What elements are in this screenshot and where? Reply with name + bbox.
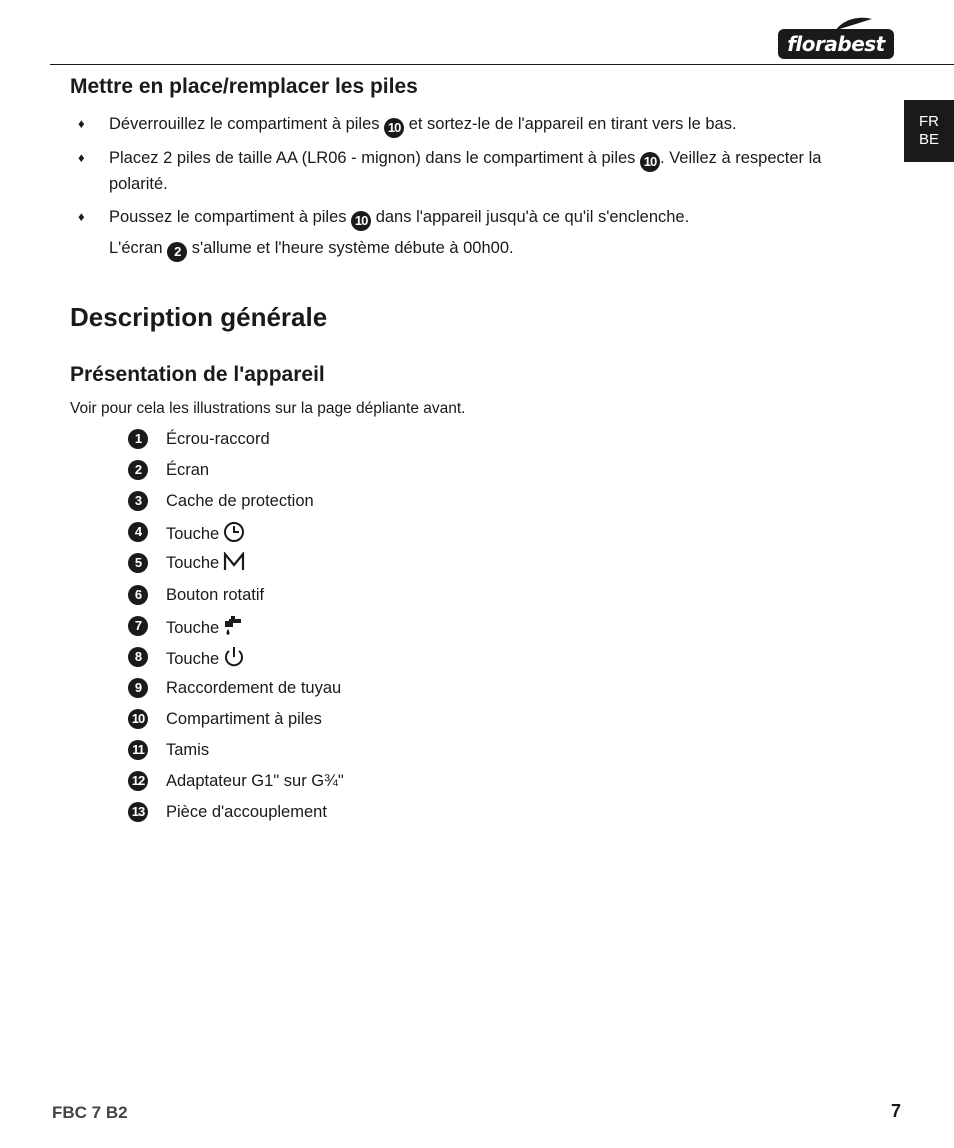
- part-label: [166, 615, 243, 639]
- language-tab: [904, 100, 954, 162]
- part-label-text: Écran: [166, 461, 210, 480]
- battery-step-2: Placez 2 piles de taille AA (LR06 - mignon) dans le compartiment à piles 10 . Veillez à respecter la: [109, 145, 821, 172]
- part-number-badge: 3: [128, 491, 148, 511]
- part-label-text: Tamis: [166, 741, 210, 759]
- part-label: [166, 490, 314, 512]
- battery-step-3: Poussez le compartiment à piles 10 dans l'appareil jusqu'à ce qu'il s'enclenche.: [109, 204, 689, 231]
- part-label-text: Touche: [166, 525, 220, 544]
- lang-fr: FR: [919, 113, 939, 130]
- part-label: [166, 677, 341, 699]
- part-number-badge: 4: [128, 522, 148, 542]
- part-label: [166, 428, 270, 450]
- part-label: [166, 739, 209, 761]
- part-label-text: Touche: [166, 554, 220, 573]
- part-label-text: Bouton rotatif: [166, 585, 265, 604]
- bullet-diamond-icon: ♦: [78, 150, 85, 165]
- part-label-text: Pièce d'accouplement: [166, 803, 327, 822]
- ref-number-badge: 10: [384, 118, 404, 138]
- bullet-diamond-icon: ♦: [78, 116, 85, 131]
- bullet-diamond-icon: ♦: [78, 209, 85, 224]
- part-label-text: Cache de protection: [166, 492, 314, 511]
- part-label: [166, 552, 245, 574]
- part-label-text: Touche: [166, 649, 220, 668]
- power-icon: [219, 650, 245, 668]
- battery-step-1: Déverrouillez le compartiment à piles 10 et sortez-le de l'appareil en tirant vers le bas.: [109, 111, 737, 138]
- logo-text: florabest: [778, 29, 894, 59]
- part-label-text: Adaptateur G1" sur G¾": [166, 772, 344, 791]
- part-label: [166, 459, 209, 481]
- presentation-subtitle: Présentation de l'appareil: [70, 363, 325, 386]
- part-label-text: Touche: [166, 618, 220, 637]
- presentation-intro: Voir pour cela les illustrations sur la page dépliante avant.: [70, 400, 466, 417]
- description-title: Description générale: [70, 302, 328, 332]
- part-number-badge: 7: [128, 616, 148, 636]
- part-label-text: Écrou-raccord: [166, 430, 270, 448]
- part-number-badge: 13: [128, 802, 148, 822]
- part-number-badge: 8: [128, 647, 148, 667]
- part-label: [166, 801, 327, 823]
- faucet-icon: [219, 619, 243, 637]
- header-rule: [50, 64, 954, 65]
- model-number: FBC 7 B2: [52, 1103, 128, 1122]
- part-label: [166, 584, 264, 606]
- part-label: [166, 770, 344, 792]
- part-number-badge: 5: [128, 553, 148, 573]
- part-number-badge: 9: [128, 678, 148, 698]
- part-label-text: Compartiment à piles: [166, 709, 322, 728]
- florabest-logo: [778, 16, 896, 60]
- clock-icon: [219, 525, 245, 543]
- page-number: 7: [891, 1101, 902, 1121]
- part-number-badge: 2: [128, 460, 148, 480]
- part-number-badge: 11: [128, 740, 148, 760]
- m-letter-icon: [219, 554, 245, 572]
- part-number-badge: 12: [128, 771, 148, 791]
- battery-step-2-cont: polarité.: [109, 175, 168, 193]
- part-label: [166, 521, 245, 545]
- ref-number-badge: 10: [351, 211, 371, 231]
- part-number-badge: 1: [128, 429, 148, 449]
- part-number-badge: 10: [128, 709, 148, 729]
- lang-be: BE: [918, 131, 939, 148]
- battery-note: L'écran 2 s'allume et l'heure système débute à 00h00.: [109, 235, 514, 262]
- part-label: [166, 708, 322, 730]
- part-number-badge: 6: [128, 585, 148, 605]
- part-label: [166, 646, 245, 670]
- part-label-text: Raccordement de tuyau: [166, 678, 342, 697]
- battery-section-title: Mettre en place/remplacer les piles: [70, 75, 418, 98]
- ref-number-badge: 2: [167, 242, 187, 262]
- ref-number-badge: 10: [640, 152, 660, 172]
